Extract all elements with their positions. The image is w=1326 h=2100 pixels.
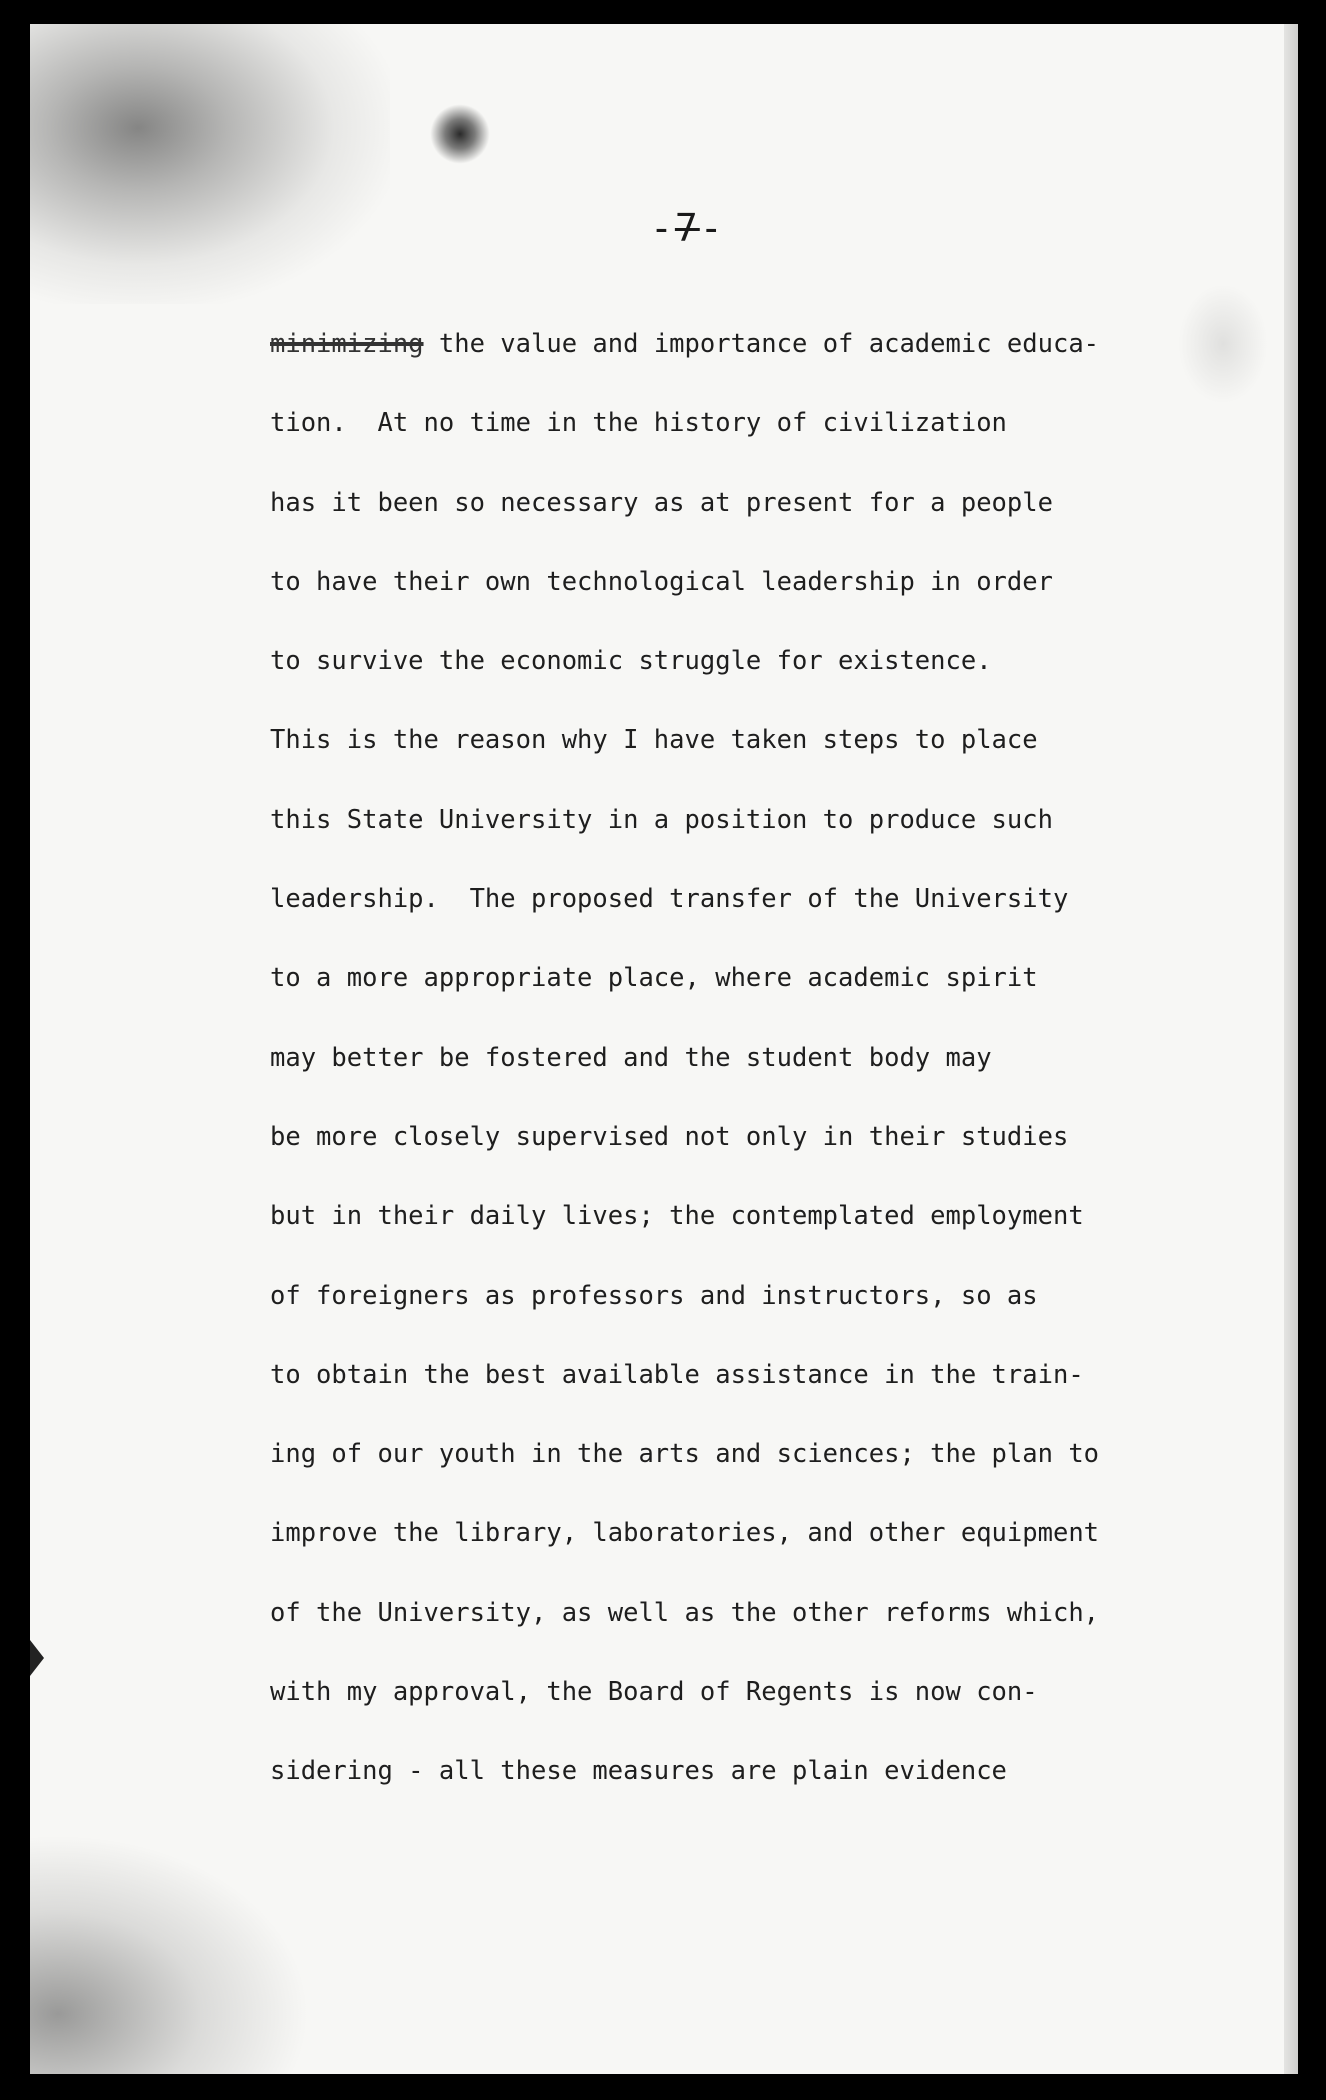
ink-blot [430, 104, 490, 164]
text-line: sidering - all these measures are plain evidence [270, 1756, 1007, 1787]
document-page [30, 24, 1298, 2074]
page-number-prefix: - [650, 206, 675, 250]
text-line: tion. At no time in the history of civilization [270, 408, 1007, 439]
struck-word: minimizing [270, 329, 424, 359]
text-line: to obtain the best available assistance in the train- [270, 1359, 1084, 1390]
page-number [650, 206, 725, 250]
scan-smudge [30, 1834, 310, 2074]
text-line [270, 324, 1170, 403]
page-number-suffix: - [699, 206, 725, 250]
text-line-content: the value and importance of academic educa- [423, 329, 1100, 359]
text-line: to have their own technological leadership in order [270, 566, 1053, 597]
text-line: to survive the economic struggle for existence. [270, 646, 992, 677]
text-line: to a more appropriate place, where academic spirit [270, 963, 1038, 994]
text-line: of the University, as well as the other reforms which, [270, 1597, 1100, 1628]
page-number-value: 7 [674, 206, 700, 250]
text-line: be more closely supervised not only in their studies [270, 1121, 1069, 1152]
text-line: of foreigners as professors and instructors, so as [270, 1280, 1038, 1311]
margin-mark [30, 1640, 44, 1676]
scan-smudge [30, 24, 390, 304]
paper-edge [1284, 24, 1298, 2074]
text-line: has it been so necessary as at present for a people [270, 487, 1053, 518]
text-line: this State University in a position to produce such [270, 804, 1053, 835]
typed-body-text [270, 324, 1170, 1831]
text-line: with my approval, the Board of Regents is now con- [270, 1677, 1038, 1708]
text-line: ing of our youth in the arts and sciences; the plan to [270, 1439, 1100, 1470]
text-line: This is the reason why I have taken steps to place [270, 725, 1038, 756]
text-line: but in their daily lives; the contemplated employment [270, 1201, 1084, 1232]
text-line: improve the library, laboratories, and other equipment [270, 1518, 1100, 1549]
text-line: leadership. The proposed transfer of the University [270, 884, 1069, 915]
text-line: may better be fostered and the student body may [270, 1042, 992, 1073]
scan-smudge [1178, 284, 1268, 404]
